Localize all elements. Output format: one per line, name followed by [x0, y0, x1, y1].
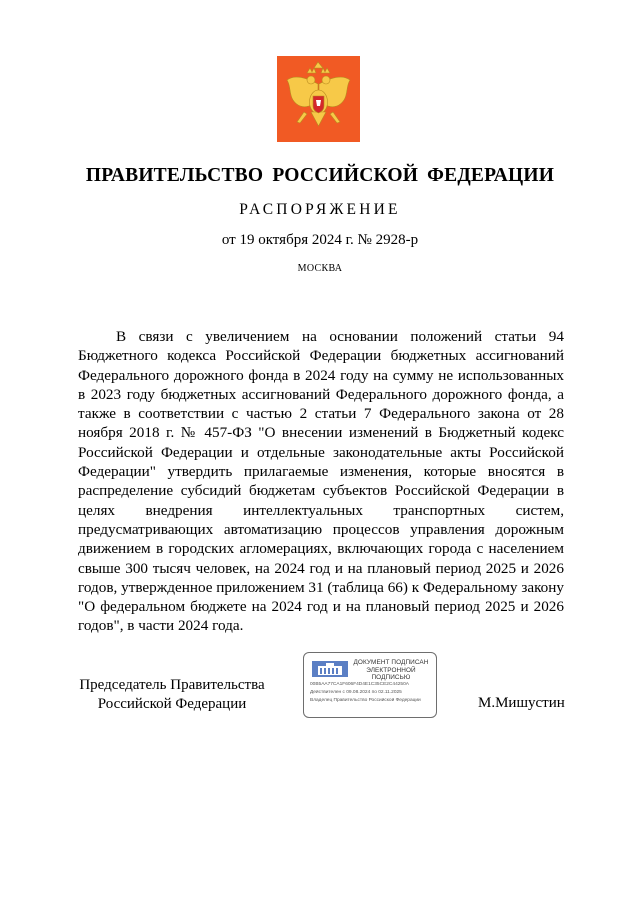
signatory-name: М.Мишустин — [478, 695, 565, 711]
stamp-validity: Действителен с 09.08.2024 по 02.11.2025 — [310, 690, 402, 695]
stamp-owner: Владелец Правительство Российской Федерации — [310, 698, 421, 703]
government-building-icon — [310, 659, 350, 679]
city: МОСКВА — [297, 263, 343, 274]
electronic-signature-stamp — [303, 652, 437, 718]
coat-of-arms-icon — [277, 56, 360, 142]
document-type: РАСПОРЯЖЕНИЕ — [239, 201, 401, 218]
document-date-number: от 19 октября 2024 г. № 2928-р — [221, 232, 419, 248]
body-paragraph: В связи с увеличением на основании положений статьи 94 Бюджетного кодекса Российской Федерации бюджетных ассигнований Федерального дорожного фонда в 2024 году на сумму не использованных в 2023 году бюджетных ассигнований Федерального дорожного фонда, а также в соответствии с частью 2 статьи 7 Федерального закона от 28 ноября 2018 г. № 457-ФЗ "О внесении изменений в Бюджетный кодекс Российской Федерации и отдельные законодательные акты Российской Федерации" утвердить прилагаемые изменения, которые вносятся в распределение субсидий бюджетам субъектов Российской Федерации в целях внедрения интеллектуальных транспортных систем, предусматривающих автоматизацию процессов управления дорожным движением в городских агломерациях, включающих города с населением свыше 300 тысяч человек, на 2024 год и на плановый период 2025 и 2026 годов, утвержденное приложением 31 (таблица 66) к Федеральному закону "О федеральном бюджете на 2024 год и на плановый период 2025 и 2026 годов", в части 2024 года. — [78, 328, 564, 635]
signatory-role: Председатель Правительства Российской Федерации — [79, 677, 265, 712]
stamp-certificate: 00B5AA77CA1F606F4D4E1C35CE2C44250A — [310, 682, 409, 687]
stamp-heading: ДОКУМЕНТ ПОДПИСАН ЭЛЕКТРОННОЙ ПОДПИСЬЮ — [353, 659, 429, 681]
government-title: ПРАВИТЕЛЬСТВО РОССИЙСКОЙ ФЕДЕРАЦИИ — [85, 165, 555, 186]
